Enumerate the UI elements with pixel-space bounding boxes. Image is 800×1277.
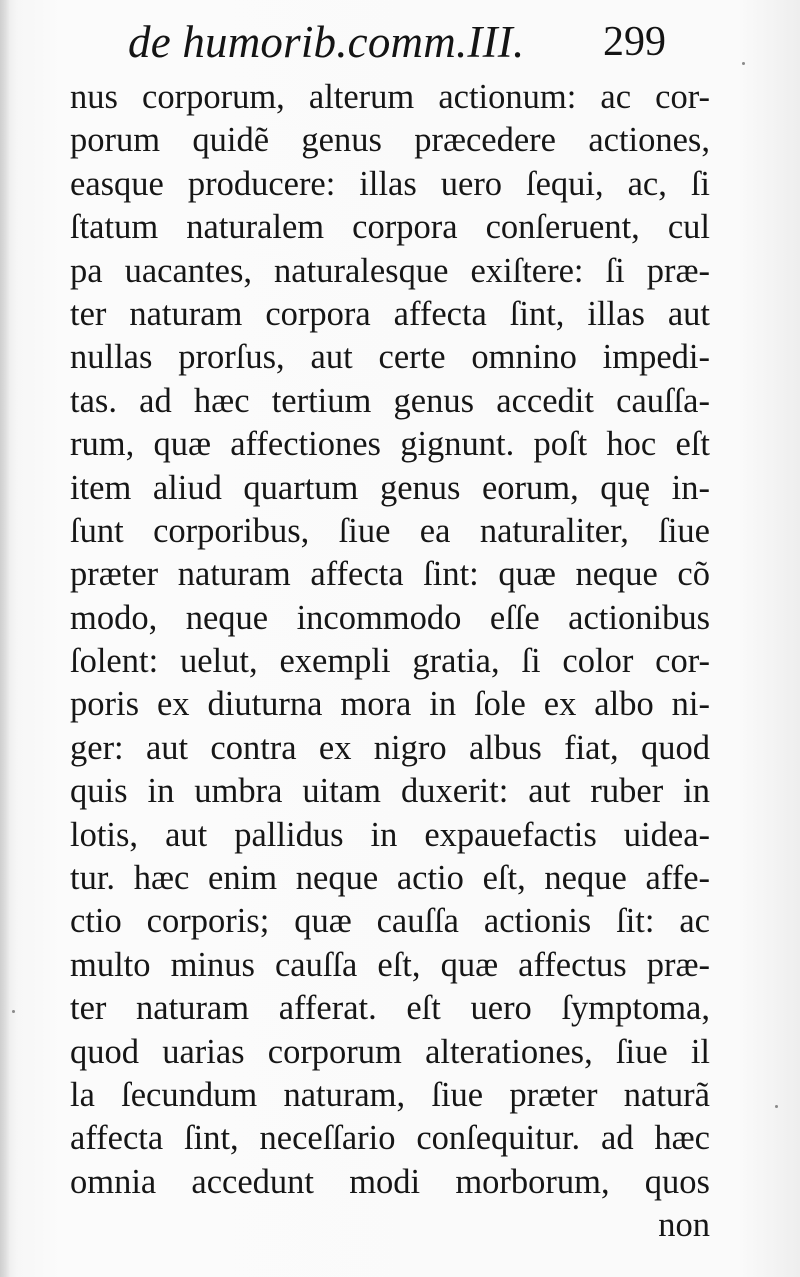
paper-speck — [12, 1010, 15, 1013]
text-line: pa uacantes, naturalesque exiſtere: ſi præ- — [70, 251, 710, 290]
text-line: modo, neque incommodo eſſe actionibus — [70, 598, 710, 637]
paper-speck — [742, 62, 745, 65]
text-line: ger: aut contra ex nigro albus fiat, quod — [70, 728, 710, 767]
page-header — [0, 14, 800, 70]
binding-edge — [0, 0, 10, 1277]
text-line: omnia accedunt modi morborum, quos — [70, 1162, 710, 1201]
text-block — [70, 76, 710, 1248]
text-line: quis in umbra uitam duxerit: aut ruber in — [70, 772, 710, 811]
page-number: 299 — [603, 19, 666, 65]
text-line: ſunt corporibus, ſiue ea naturaliter, ſiue — [70, 511, 710, 550]
text-line: ter naturam afferat. eſt uero ſymptoma, — [70, 989, 710, 1028]
text-line: præter naturam affecta ſint: quæ neque cõ — [70, 555, 710, 594]
text-line: ſolent: uelut, exempli gratia, ſi color cor- — [70, 642, 710, 681]
text-line: item aliud quartum genus eorum, quę in- — [70, 468, 710, 507]
text-line: tur. hæc enim neque actio eſt, neque affe- — [70, 859, 710, 898]
text-line: easque producere: illas uero ſequi, ac, ſi — [70, 164, 710, 203]
text-line: tas. ad hæc tertium genus accedit cauſſa- — [70, 381, 710, 420]
text-line: quod uarias corporum alterationes, ſiue il — [70, 1032, 710, 1071]
text-line: affecta ſint, neceſſario conſequitur. ad hæc — [70, 1119, 710, 1158]
text-line: rum, quæ affectiones gignunt. poſt hoc eſt — [70, 425, 710, 464]
text-line: nullas prorſus, aut certe omnino impedi- — [70, 338, 710, 377]
text-line: ctio corporis; quæ cauſſa actionis ſit: ac — [70, 902, 710, 941]
paper-speck — [775, 1105, 778, 1108]
text-line: lotis, aut pallidus in expauefactis uidea- — [70, 815, 710, 854]
text-line: ſtatum naturalem corpora conſeruent, cul — [70, 208, 710, 247]
text-line: multo minus cauſſa eſt, quæ affectus præ- — [70, 945, 710, 984]
text-line: porum quidẽ genus præcedere actiones, — [70, 121, 710, 160]
running-title: de humorib.comm.III. — [128, 17, 525, 67]
text-line: poris ex diuturna mora in ſole ex albo ni- — [70, 685, 710, 724]
text-line: la ſecundum naturam, ſiue præter naturã — [70, 1075, 710, 1114]
text-line: ter naturam corpora affecta ſint, illas aut — [70, 294, 710, 333]
catchword: non — [658, 1206, 710, 1245]
text-line: nus corporum, alterum actionum: ac cor- — [70, 78, 710, 116]
